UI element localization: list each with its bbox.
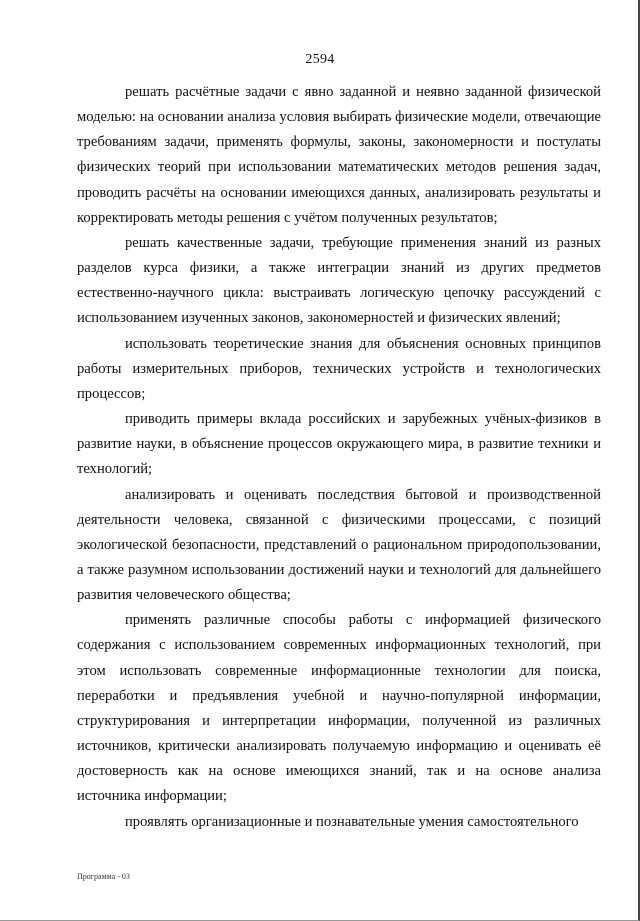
page-number: 2594 bbox=[305, 52, 335, 67]
paragraph-7: проявлять организационные и познавательные умения самостоятельного bbox=[125, 813, 579, 830]
paragraph-4: приводить примеры вклада российских и зарубежных учёных-физиков в развитие науки, в объяснение процессов окружающего мира, в развитие техники и технологий; bbox=[77, 411, 601, 478]
paragraph-3: использовать теоретические знания для объяснения основных принципов работы измерительных приборов, технических устройств и технологических процессов; bbox=[77, 335, 601, 402]
paragraph-1: решать расчётные задачи с явно заданной и неявно заданной физической моделью: на основании анализа условия выбирать физические модели, отвечающие требованиям задачи, применять формулы, законы, закономерности и постулаты физических теорий при использовании математических методов решения задач, проводить расчёты на основании имеющихся данных, анализировать результаты и корректировать методы решения с учётом полученных результатов; bbox=[77, 84, 601, 226]
paragraph-5: анализировать и оценивать последствия бытовой и производственной деятельности человека, связанной с физическими процессами, с позиций экологической безопасности, представлений о рациональном природопользовании, а также разумном использовании достижений науки и технологий для дальнейшего развития человеческого общества; bbox=[77, 486, 601, 604]
footer-note: Программа - 03 bbox=[77, 872, 130, 881]
paragraph-6: применять различные способы работы с информацией физического содержания с использованием современных информационных технологий, при этом использовать современные информационные технологии для поиска, переработки и предъявления учебной и научно-популярной информации, структурирования и интерпретации информации, полученной из различных источников, критически анализировать получаемую информацию и оценивать её достоверность как на основе имеющихся знаний, так и на основе анализа источника информации; bbox=[77, 612, 601, 805]
body-text bbox=[77, 80, 601, 835]
paragraph-2: решать качественные задачи, требующие применения знаний из разных разделов курса физики, а также интеграции знаний из других предметов естественно-научного цикла: выстраивать логическую цепочку рассуждений с использованием изученных законов, закономерностей и физических явлений; bbox=[77, 234, 601, 327]
